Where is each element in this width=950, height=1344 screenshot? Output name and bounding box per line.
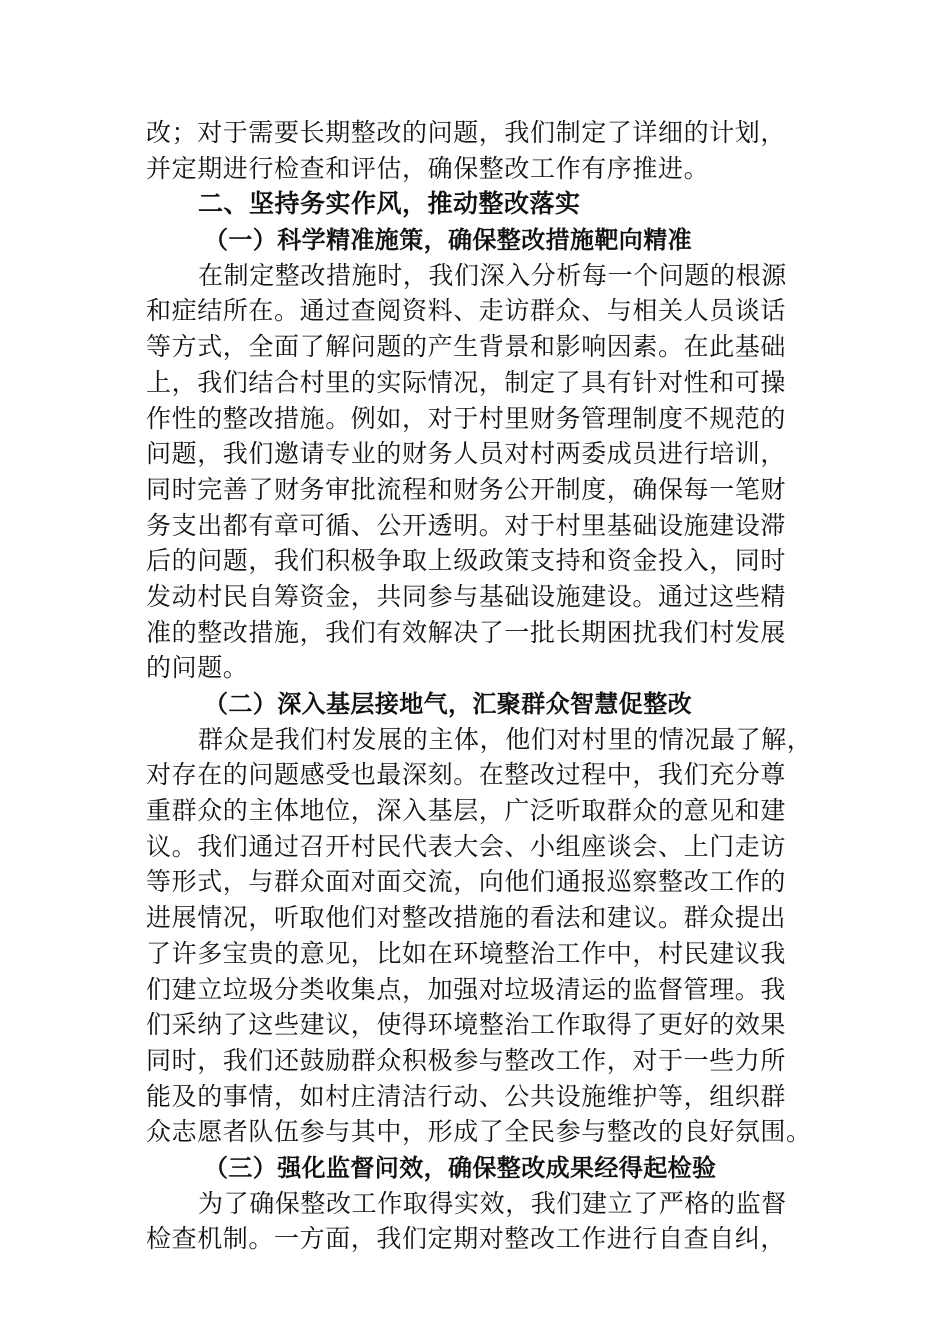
- paragraph-line: 上，我们结合村里的实际情况，制定了具有针对性和可操: [146, 367, 787, 397]
- paragraph-line: 并定期进行检查和评估，确保整改工作有序推进。: [146, 153, 710, 183]
- section-heading: 二、坚持务实作风，推动整改落实: [198, 189, 581, 219]
- paragraph-first-line: 群众是我们村发展的主体，他们对村里的情况最了解，: [198, 724, 813, 754]
- paragraph-line: 们建立垃圾分类收集点，加强对垃圾清运的监督管理。我: [146, 974, 787, 1004]
- paragraph-first-line: 为了确保整改工作取得实效，我们建立了严格的监督: [198, 1188, 787, 1218]
- paragraph-line: 等方式，全面了解问题的产生背景和影响因素。在此基础: [146, 332, 787, 362]
- paragraph-line: 同时，我们还鼓励群众积极参与整改工作，对于一些力所: [146, 1045, 787, 1075]
- paragraph-line: 了许多宝贵的意见，比如在环境整治工作中，村民建议我: [146, 938, 787, 968]
- paragraph-first-line: 在制定整改措施时，我们深入分析每一个问题的根源: [198, 260, 787, 290]
- subsection-heading: （三）强化监督问效，确保整改成果经得起检验: [204, 1152, 717, 1182]
- subsection-heading: （一）科学精准施策，确保整改措施靶向精准: [204, 225, 692, 255]
- paragraph-line: 检查机制。一方面，我们定期对整改工作进行自查自纠，: [146, 1224, 787, 1254]
- paragraph-line: 进展情况，听取他们对整改措施的看法和建议。群众提出: [146, 903, 787, 933]
- paragraph-line: 准的整改措施，我们有效解决了一批长期困扰我们村发展: [146, 617, 787, 647]
- paragraph-line: 作性的整改措施。例如，对于村里财务管理制度不规范的: [146, 403, 787, 433]
- paragraph-line: 对存在的问题感受也最深刻。在整改过程中，我们充分尊: [146, 760, 787, 790]
- document-body: [146, 115, 813, 1257]
- paragraph-line: 后的问题，我们积极争取上级政策支持和资金投入，同时: [146, 546, 787, 576]
- paragraph-line: 重群众的主体地位，深入基层，广泛听取群众的意见和建: [146, 796, 787, 826]
- paragraph-line: 务支出都有章可循、公开透明。对于村里基础设施建设滞: [146, 510, 787, 540]
- subsection-heading: （二）深入基层接地气，汇聚群众智慧促整改: [204, 689, 692, 718]
- paragraph-line: 等形式，与群众面对面交流，向他们通报巡察整改工作的: [146, 867, 787, 897]
- paragraph-line: 们采纳了这些建议，使得环境整治工作取得了更好的效果: [146, 1010, 787, 1040]
- paragraph-line: 改；对于需要长期整改的问题，我们制定了详细的计划，: [146, 118, 787, 147]
- paragraph-line: 发动村民自筹资金，共同参与基础设施建设。通过这些精: [146, 581, 787, 611]
- paragraph-line: 问题，我们邀请专业的财务人员对村两委成员进行培训，: [146, 439, 787, 469]
- paragraph-line: 能及的事情，如村庄清洁行动、公共设施维护等，组织群: [146, 1081, 787, 1111]
- paragraph-line: 同时完善了财务审批流程和财务公开制度，确保每一笔财: [146, 474, 787, 504]
- paragraph-line: 和症结所在。通过查阅资料、走访群众、与相关人员谈话: [146, 296, 787, 326]
- paragraph-line: 众志愿者队伍参与其中，形成了全民参与整改的良好氛围。: [146, 1117, 812, 1147]
- paragraph-line: 议。我们通过召开村民代表大会、小组座谈会、上门走访: [146, 831, 787, 861]
- paragraph-line: 的问题。: [146, 653, 249, 683]
